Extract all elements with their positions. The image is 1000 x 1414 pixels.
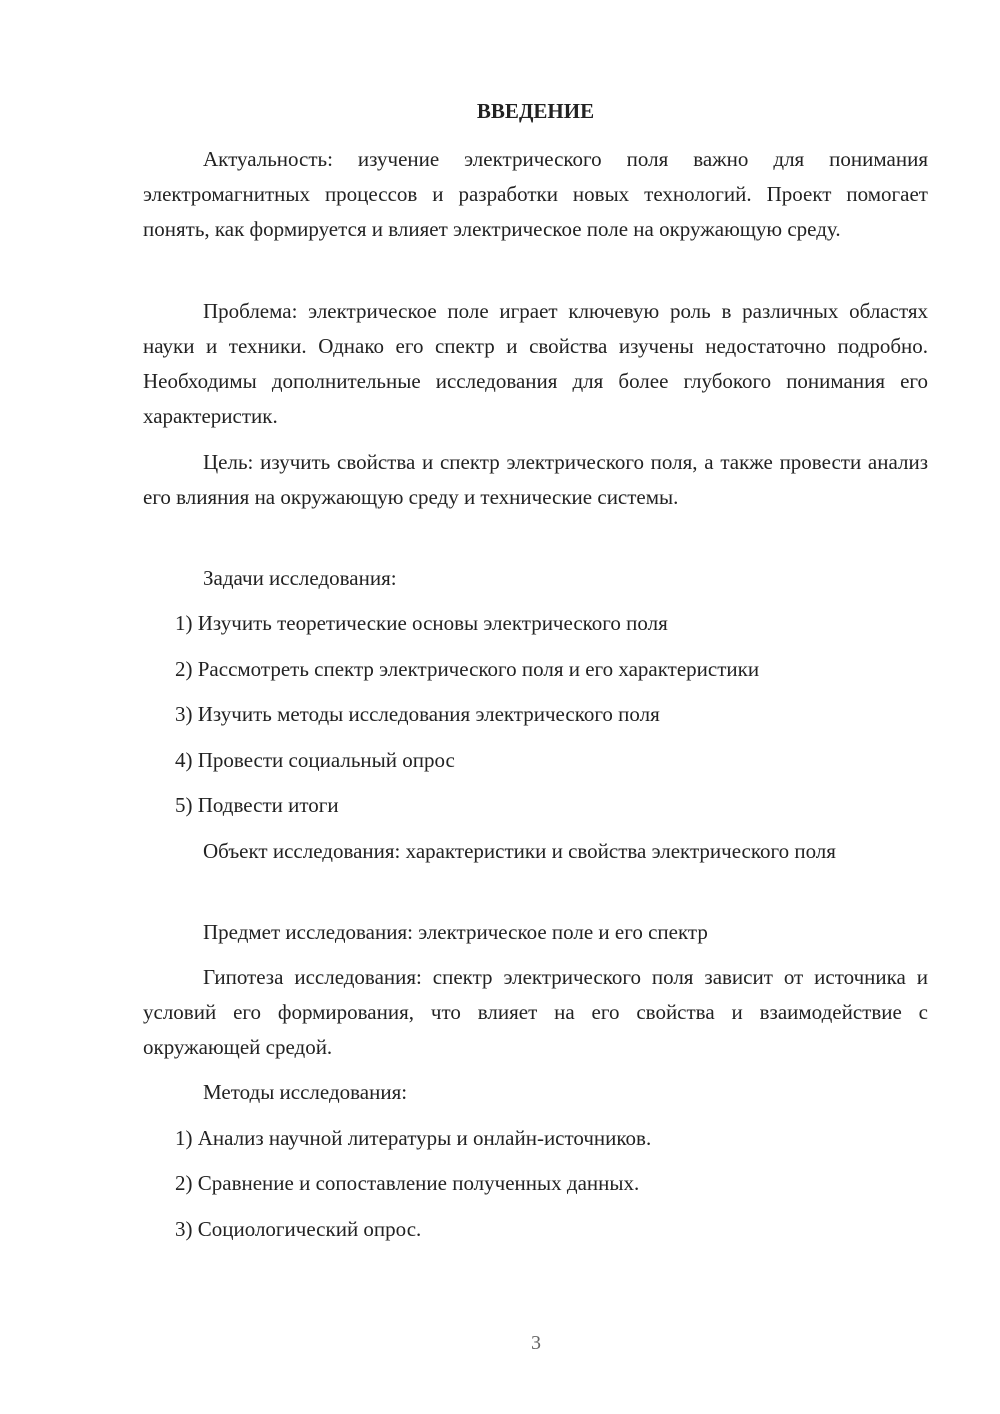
methods-heading: Методы исследования:: [203, 1080, 408, 1104]
task-item: 2) Рассмотреть спектр электрического поля и его характеристики: [175, 657, 760, 681]
task-item: 4) Провести социальный опрос: [175, 748, 455, 772]
page-number: 3: [531, 1332, 541, 1354]
paragraph-object: Объект исследования: характеристики и свойства электрического поля: [203, 839, 836, 863]
tasks-heading: Задачи исследования:: [203, 566, 397, 590]
task-item: 3) Изучить методы исследования электрического поля: [175, 702, 660, 726]
page-title: ВВЕДЕНИЕ: [476, 99, 595, 123]
task-item: 1) Изучить теоретические основы электрического поля: [175, 611, 668, 635]
task-item: 5) Подвести итоги: [175, 793, 339, 817]
paragraph-hypothesis: Гипотеза исследования: спектр электрического поля зависит от источника и условий его формирования, что влияет на его свойства и взаимодействие с окружающей средой.: [143, 965, 928, 1059]
paragraph-subject: Предмет исследования: электрическое поле и его спектр: [203, 920, 708, 944]
method-item: 3) Социологический опрос.: [175, 1217, 422, 1241]
paragraph-problem: Проблема: электрическое поле играет ключевую роль в различных областях науки и техники. Однако его спектр и свойства изучены недостаточно подробно. Необходимы дополнительные исследования для более глубокого понимания его характеристик.: [143, 299, 928, 428]
method-item: 2) Сравнение и сопоставление полученных данных.: [175, 1171, 640, 1195]
paragraph-goal: Цель: изучить свойства и спектр электрического поля, а также провести анализ его влияния на окружающую среду и технические системы.: [143, 450, 928, 509]
paragraph-relevance: Актуальность: изучение электрического поля важно для понимания электромагнитных процессов и разработки новых технологий. Проект помогает понять, как формируется и влияет электрическое поле на окружающую среду.: [143, 147, 928, 241]
method-item: 1) Анализ научной литературы и онлайн-источников.: [175, 1126, 652, 1150]
